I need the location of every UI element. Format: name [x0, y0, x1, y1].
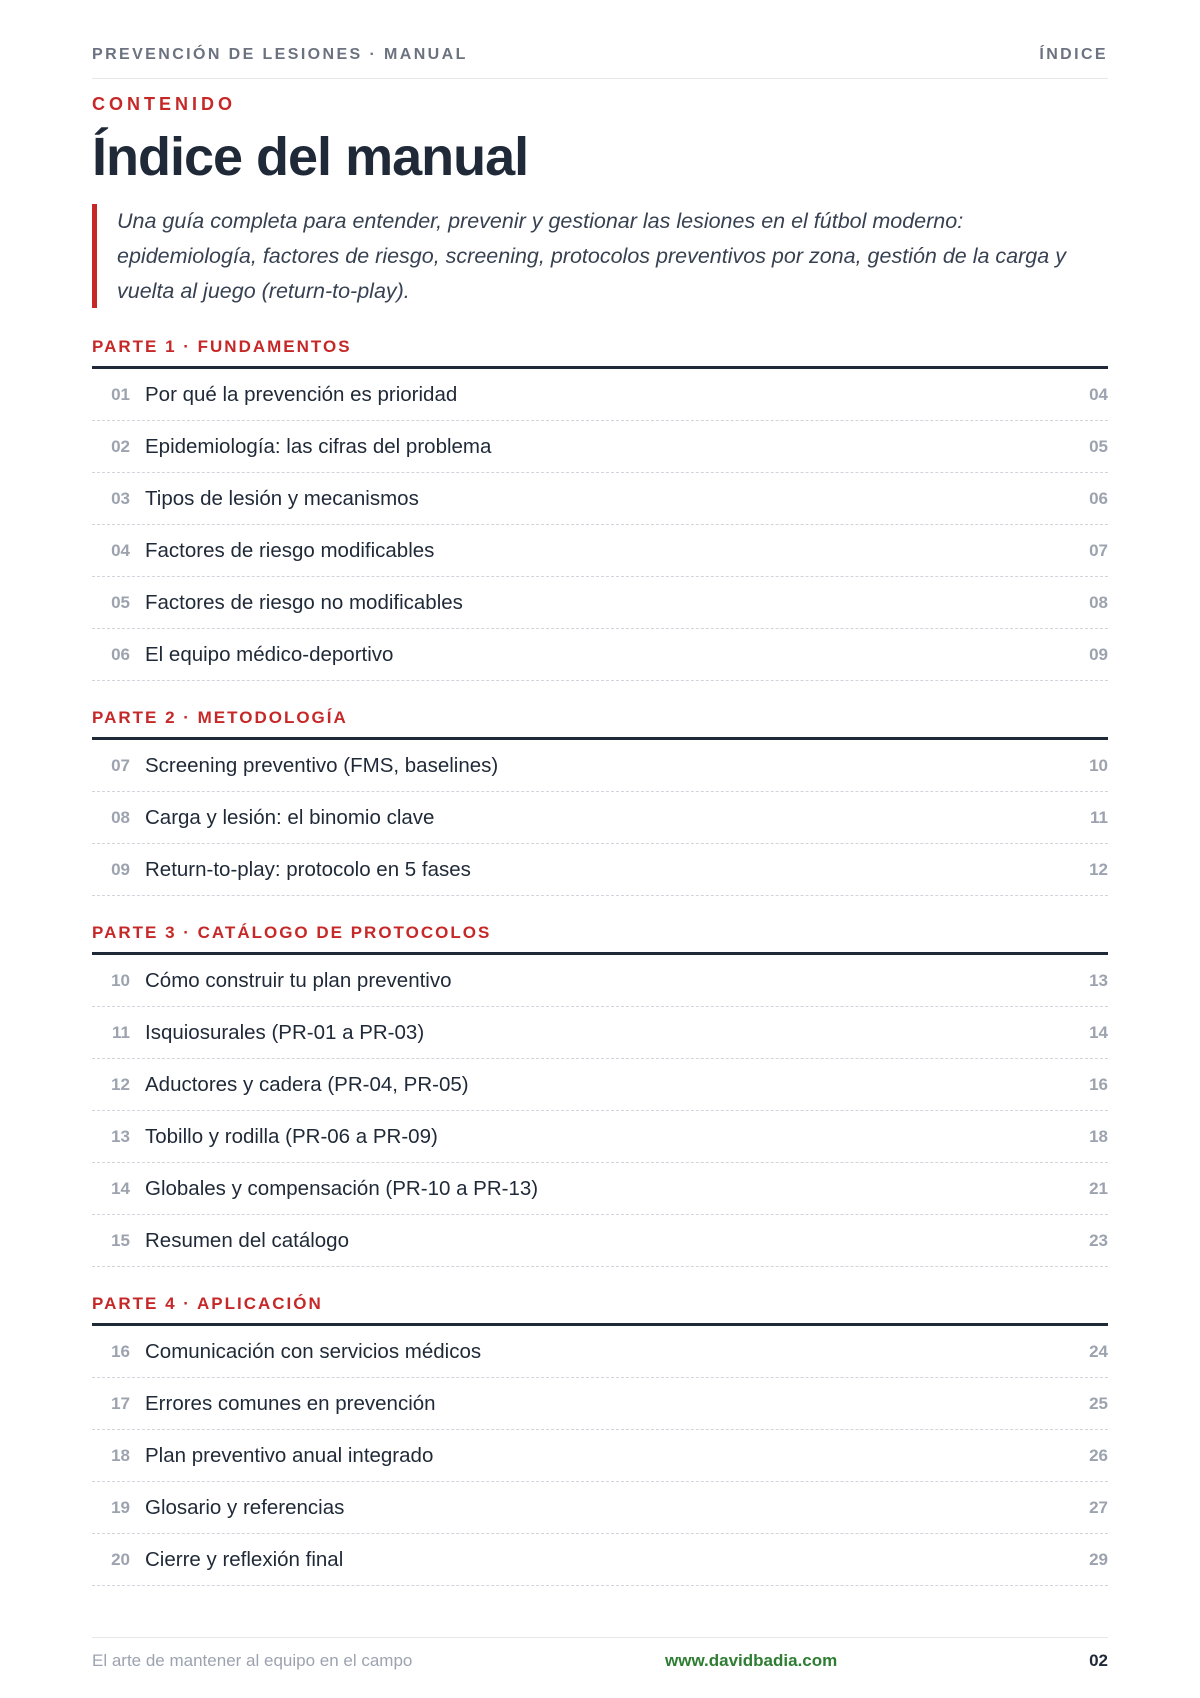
entry-title: Por qué la prevención es prioridad [145, 382, 458, 406]
toc-entry[interactable] [92, 473, 1108, 525]
footer-website-link[interactable]: www.davidbadia.com [665, 1651, 838, 1670]
toc-entry[interactable] [92, 1163, 1108, 1215]
table-of-contents [92, 332, 1108, 1608]
entry-page-number: 24 [1089, 1341, 1108, 1361]
entry-number: 09 [111, 859, 130, 879]
entry-number: 04 [111, 540, 130, 560]
entry-title: Epidemiología: las cifras del problema [145, 434, 492, 458]
toc-entry[interactable] [92, 369, 1108, 421]
entry-page-number: 25 [1089, 1393, 1108, 1413]
entry-page-number: 07 [1089, 540, 1108, 560]
running-header [92, 46, 1108, 79]
entry-title: Isquiosurales (PR-01 a PR-03) [145, 1020, 425, 1044]
page-title: Índice del manual [92, 127, 529, 187]
toc-entry[interactable] [92, 792, 1108, 844]
toc-part [92, 332, 1108, 681]
entry-number: 06 [111, 644, 130, 664]
entry-number: 17 [111, 1393, 130, 1413]
entry-title: Errores comunes en prevención [145, 1391, 436, 1415]
entry-page-number: 27 [1089, 1497, 1108, 1517]
toc-part [92, 1289, 1108, 1586]
toc-entry[interactable] [92, 1378, 1108, 1430]
header-section: ÍNDICE [1039, 46, 1108, 63]
entry-number: 01 [111, 384, 130, 404]
entry-page-number: 12 [1089, 859, 1108, 879]
entry-title: Factores de riesgo modificables [145, 538, 435, 562]
entry-title: El equipo médico-deportivo [145, 642, 394, 666]
entry-title: Tobillo y rodilla (PR-06 a PR-09) [145, 1124, 438, 1148]
entry-page-number: 29 [1089, 1549, 1108, 1569]
entry-number: 05 [111, 592, 130, 612]
entry-title: Aductores y cadera (PR-04, PR-05) [145, 1072, 469, 1096]
entry-number: 07 [111, 755, 130, 775]
page-footer [92, 1637, 1108, 1671]
toc-entry[interactable] [92, 1534, 1108, 1586]
entry-number: 08 [111, 807, 130, 827]
entry-page-number: 18 [1089, 1126, 1108, 1146]
page-number: 02 [1089, 1651, 1108, 1670]
entry-page-number: 10 [1089, 755, 1108, 775]
entry-page-number: 16 [1089, 1074, 1108, 1094]
header-title: PREVENCIÓN DE LESIONES · MANUAL [92, 46, 468, 63]
toc-entry[interactable] [92, 421, 1108, 473]
entry-number: 11 [112, 1022, 130, 1042]
entry-title: Cómo construir tu plan preventivo [145, 968, 452, 992]
toc-entry[interactable] [92, 844, 1108, 896]
toc-entry[interactable] [92, 740, 1108, 792]
part-heading: PARTE 4 · APLICACIÓN [92, 1289, 1108, 1326]
entry-page-number: 04 [1089, 384, 1108, 404]
intro-quote: Una guía completa para entender, prevenir y gestionar las lesiones en el fútbol moderno: epidemiología, factores de riesgo, screening, protocolos preventivos por zona, gestión de la carga y vuelta al juego (return-to-play). [92, 204, 1108, 308]
entry-page-number: 14 [1089, 1022, 1108, 1042]
entry-title: Screening preventivo (FMS, baselines) [145, 753, 499, 777]
entry-page-number: 26 [1089, 1445, 1108, 1465]
entry-title: Return-to-play: protocolo en 5 fases [145, 857, 471, 881]
toc-entry[interactable] [92, 1430, 1108, 1482]
part-heading: PARTE 3 · CATÁLOGO DE PROTOCOLOS [92, 918, 1108, 955]
toc-entry[interactable] [92, 955, 1108, 1007]
entry-page-number: 09 [1089, 644, 1108, 664]
entry-page-number: 08 [1089, 592, 1108, 612]
entry-title: Carga y lesión: el binomio clave [145, 805, 435, 829]
toc-entry[interactable] [92, 1111, 1108, 1163]
entry-title: Tipos de lesión y mecanismos [145, 486, 419, 510]
entry-title: Resumen del catálogo [145, 1228, 349, 1252]
entry-page-number: 21 [1089, 1178, 1108, 1198]
entry-title: Glosario y referencias [145, 1495, 345, 1519]
part-heading: PARTE 2 · METODOLOGÍA [92, 703, 1108, 740]
entry-number: 16 [111, 1341, 130, 1361]
entry-number: 10 [111, 970, 130, 990]
entry-page-number: 13 [1089, 970, 1108, 990]
entry-number: 20 [111, 1549, 130, 1569]
toc-entry[interactable] [92, 1007, 1108, 1059]
section-eyebrow: CONTENIDO [92, 94, 236, 114]
toc-entry[interactable] [92, 1482, 1108, 1534]
entry-title: Cierre y reflexión final [145, 1547, 344, 1571]
entry-page-number: 23 [1089, 1230, 1108, 1250]
entry-number: 02 [111, 436, 130, 456]
entry-number: 18 [111, 1445, 130, 1465]
entry-number: 12 [111, 1074, 130, 1094]
entry-page-number: 05 [1089, 436, 1108, 456]
footer-tagline: El arte de mantener al equipo en el campo [92, 1651, 413, 1670]
entry-title: Plan preventivo anual integrado [145, 1443, 434, 1467]
entry-number: 14 [111, 1178, 130, 1198]
entry-page-number: 11 [1090, 807, 1108, 827]
toc-entry[interactable] [92, 1326, 1108, 1378]
entry-title: Globales y compensación (PR-10 a PR-13) [145, 1176, 539, 1200]
part-heading: PARTE 1 · FUNDAMENTOS [92, 332, 1108, 369]
toc-entry[interactable] [92, 1059, 1108, 1111]
toc-entry[interactable] [92, 1215, 1108, 1267]
entry-number: 19 [111, 1497, 130, 1517]
toc-entry[interactable] [92, 525, 1108, 577]
entry-title: Comunicación con servicios médicos [145, 1339, 482, 1363]
entry-number: 03 [111, 488, 130, 508]
entry-number: 15 [111, 1230, 130, 1250]
entry-page-number: 06 [1089, 488, 1108, 508]
toc-entry[interactable] [92, 629, 1108, 681]
toc-entry[interactable] [92, 577, 1108, 629]
entry-title: Factores de riesgo no modificables [145, 590, 463, 614]
toc-part [92, 918, 1108, 1267]
toc-part [92, 703, 1108, 896]
entry-number: 13 [111, 1126, 130, 1146]
